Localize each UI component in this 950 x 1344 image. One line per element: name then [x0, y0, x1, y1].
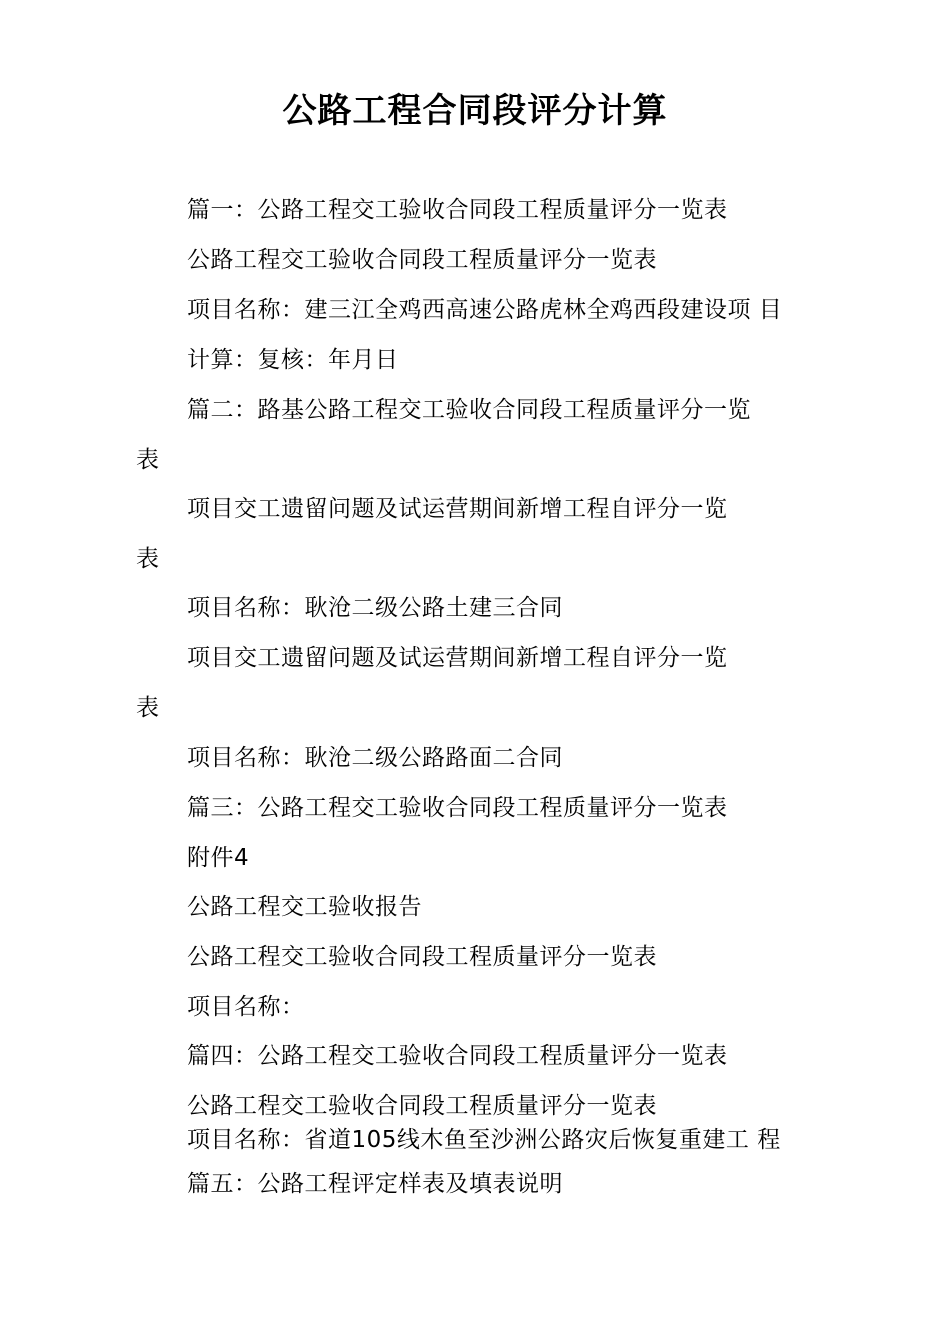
paragraph-line: 公路工程交工验收合同段工程质量评分一览表: [187, 1093, 657, 1119]
paragraph-line: 表: [136, 695, 160, 721]
paragraph-line: 公路工程交工验收合同段工程质量评分一览表: [187, 247, 657, 273]
paragraph-line: 项目名称：耿沧二级公路路面二合同: [187, 745, 563, 771]
section-heading-2: 篇二：路基公路工程交工验收合同段工程质量评分一览: [187, 397, 751, 423]
section-heading-1: 篇一：公路工程交工验收合同段工程质量评分一览表: [187, 197, 728, 223]
paragraph-line: 表: [136, 447, 160, 473]
section-heading-4: 篇四：公路工程交工验收合同段工程质量评分一览表: [187, 1043, 728, 1069]
paragraph-line: 公路工程交工验收报告: [187, 894, 422, 920]
section-heading-3: 篇三：公路工程交工验收合同段工程质量评分一览表: [187, 795, 728, 821]
paragraph-line: 公路工程交工验收合同段工程质量评分一览表: [187, 944, 657, 970]
section-heading-5: 篇五：公路工程评定样表及填表说明: [187, 1171, 563, 1197]
paragraph-line: 项目名称：耿沧二级公路土建三合同: [187, 595, 563, 621]
document-title: 公路工程合同段评分计算: [282, 91, 668, 131]
paragraph-line: 附件4: [187, 845, 250, 871]
paragraph-line: 表: [136, 546, 160, 572]
paragraph-line: 计算：复核：年月日: [187, 347, 399, 373]
paragraph-line: 项目名称：建三江全鸡西高速公路虎林全鸡西段建设项 目: [187, 297, 783, 323]
paragraph-line: 项目交工遗留问题及试运营期间新增工程自评分一览: [187, 496, 728, 522]
paragraph-line: 项目名称：: [187, 994, 305, 1020]
paragraph-line: 项目名称：省道105线木鱼至沙洲公路灾后恢复重建工 程: [187, 1127, 781, 1153]
paragraph-line: 项目交工遗留问题及试运营期间新增工程自评分一览: [187, 645, 728, 671]
